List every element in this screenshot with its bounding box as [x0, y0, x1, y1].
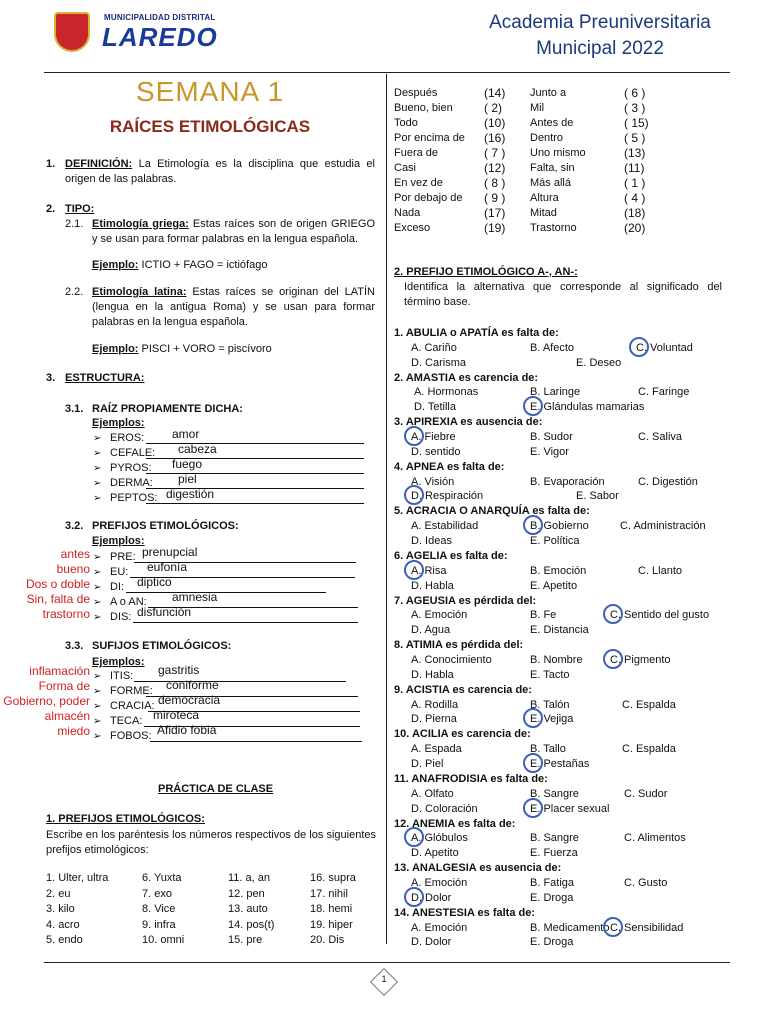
grid-cell: 9. infra [142, 918, 176, 931]
answer-option[interactable]: C. Administración [620, 520, 706, 533]
root-label: EROS: [110, 432, 145, 444]
suffix-label: ITIS: [110, 670, 134, 682]
answer-option[interactable]: D. Tetilla [414, 401, 456, 414]
grid-cell: 6. Yuxta [142, 872, 182, 884]
suffix-label: TECA: [110, 715, 143, 727]
handwritten-answer: miroteca [153, 708, 200, 722]
match-cell: Exceso [394, 222, 431, 234]
grid-cell: 17. nihil [310, 887, 348, 900]
municipality-label: MUNICIPALIDAD DISTRITAL [104, 13, 216, 22]
answer-option[interactable]: D. Coloración [411, 802, 478, 815]
answer-circle-mark [404, 560, 424, 580]
match-cell: ( 4 ) [624, 191, 646, 205]
answer-circle-mark [603, 649, 623, 669]
arrow-icon: ➢ [93, 478, 102, 489]
answer-option[interactable]: C. Pigmento [610, 654, 671, 666]
grid-cell: 18. hemi [310, 903, 353, 915]
answer-option[interactable]: B. Fe [530, 609, 557, 622]
prefix-meaning-note: Sin, falta de [26, 592, 90, 606]
suffix-label: FOBOS: [110, 730, 152, 742]
answer-circle-mark [404, 426, 424, 446]
answer-option[interactable]: D. Respiración [411, 490, 484, 503]
handwritten-answer: Afidio fobia [157, 723, 217, 737]
definition-paragraph: DEFINICIÓN: La Etimología es la disciplina que estudia el origen de las palabras. [65, 158, 375, 185]
handwritten-answer: gastritis [158, 663, 200, 677]
prefix-heading: PREFIJOS ETIMOLÓGICOS: [92, 520, 239, 532]
handwritten-answer: diptico [137, 575, 172, 589]
answer-option[interactable]: D. Apetito [411, 847, 459, 860]
question-stem: 5. ACRACIA O ANARQUÍA es falta de: [394, 505, 590, 518]
tipo-heading: TIPO: [65, 203, 95, 215]
answer-option[interactable]: E. Política [530, 535, 580, 547]
grid-cell: 11. a, an [228, 872, 270, 884]
arrow-icon: ➢ [93, 463, 102, 474]
answer-option[interactable]: E. Vigor [530, 445, 569, 458]
answer-option[interactable]: B. Sangre [530, 832, 579, 845]
match-cell: ( 7 ) [484, 146, 506, 160]
answer-option[interactable]: E. Glándulas mamarias [530, 401, 645, 414]
answer-option[interactable]: E. Droga [530, 936, 574, 949]
question-stem: 3. APIREXIA es ausencia de: [394, 416, 543, 429]
practice-2-heading: 2. PREFIJO ETIMOLÓGICO A-, AN-: [394, 266, 578, 278]
match-cell: Junto a [530, 87, 567, 99]
root-heading: RAÍZ PROPIAMENTE DICHA: [92, 403, 243, 415]
question-stem: 10. ACILIA es carencia de: [394, 728, 531, 741]
grid-cell: 12. pen [228, 887, 265, 900]
match-cell: Todo [394, 117, 418, 129]
prefix-meaning-note: trastorno [42, 607, 90, 621]
handwritten-answer: cabeza [178, 442, 217, 456]
answer-option[interactable]: A. Hormonas [414, 386, 479, 399]
laredo-label: LAREDO [102, 22, 218, 52]
match-cell: Mil [530, 102, 545, 114]
answer-option[interactable]: C. Voluntad [636, 341, 693, 354]
answer-option[interactable]: C. Digestión [638, 475, 698, 488]
answer-option[interactable]: B. Sudor [530, 431, 573, 443]
answer-option[interactable]: B. Nombre [530, 654, 583, 666]
answer-option[interactable]: E. Deseo [576, 356, 622, 369]
estructura-heading: ESTRUCTURA: [65, 372, 145, 384]
arrow-icon: ➢ [93, 671, 102, 682]
answer-option[interactable]: B. Tallo [530, 743, 566, 756]
answer-option[interactable]: C. Faringe [638, 386, 690, 399]
match-cell: (17) [484, 206, 506, 220]
answer-option[interactable]: A. Rodilla [411, 698, 459, 711]
match-cell: Trastorno [530, 222, 577, 234]
answer-option[interactable]: C. Espalda [622, 743, 676, 756]
grid-cell: 5. endo [46, 934, 83, 946]
answer-circle-mark [523, 753, 543, 773]
handwritten-answer: eufonía [147, 560, 188, 574]
question-stem: 7. AGEUSIA es pérdida del: [394, 594, 537, 607]
answer-option[interactable]: C. Saliva [638, 431, 683, 443]
arrow-icon: ➢ [93, 612, 102, 623]
answer-option[interactable]: D. Dolor [411, 936, 452, 949]
arrow-icon: ➢ [93, 716, 102, 727]
week-title: SEMANA 1 [135, 76, 285, 107]
answer-circle-mark [629, 337, 649, 357]
answer-option[interactable]: C. Sudor [624, 787, 668, 800]
prefix-label: PRE: [110, 551, 136, 563]
answer-circle-mark [603, 917, 623, 937]
answer-option[interactable]: C. Alimentos [624, 832, 686, 845]
answer-option[interactable]: E. Placer sexual [530, 802, 610, 815]
answer-option[interactable]: D. sentido [411, 445, 461, 458]
grid-cell: 10. omni [142, 934, 185, 946]
greek-example: Ejemplo: ICTIO + FAGO = ictiófago [92, 259, 268, 271]
grid-cell: 16. supra [310, 872, 356, 884]
answer-option[interactable]: D. Piel [411, 758, 444, 770]
root-label: PYROS: [110, 462, 152, 474]
match-cell: Casi [394, 162, 417, 174]
grid-cell: 20. Dis [310, 934, 345, 946]
answer-option[interactable]: D. Ideas [411, 535, 452, 547]
answer-circle-mark [523, 798, 543, 818]
handwritten-answer: democracia [158, 693, 221, 707]
page-number: 1 [381, 974, 387, 984]
coat-of-arms-icon [54, 12, 90, 52]
answer-option[interactable]: A. Emoción [411, 609, 468, 622]
handwritten-answer: fuego [172, 457, 203, 471]
answer-option[interactable]: D. Dolor [411, 891, 452, 904]
topic-title: RAÍCES ETIMOLÓGICAS [109, 117, 311, 136]
root-label: PEPTOS: [110, 492, 158, 504]
handwritten-answer: coniforme [166, 678, 219, 692]
answer-option[interactable]: A. Conocimiento [411, 654, 492, 666]
answer-option[interactable]: E. Droga [530, 891, 574, 904]
answer-option[interactable]: B. Medicamento [530, 921, 610, 934]
question-stem: 11. ANAFRODISIA es falta de: [394, 773, 548, 785]
answer-option[interactable]: E. Vejiga [530, 713, 574, 726]
match-cell: En vez de [394, 177, 443, 189]
match-cell: (10) [484, 116, 506, 130]
answer-option[interactable]: C. Espalda [622, 698, 676, 711]
practice-1-heading: 1. PREFIJOS ETIMOLÓGICOS: [46, 813, 205, 825]
grid-cell: 13. auto [228, 903, 268, 915]
answer-option[interactable]: D. Habla [411, 668, 454, 681]
answer-circle-mark [404, 887, 424, 907]
match-cell: ( 6 ) [624, 86, 646, 100]
grid-cell: 14. pos(t) [228, 918, 275, 931]
suffix-meaning-note: miedo [57, 724, 90, 738]
prefix-label: A o AN: [110, 596, 147, 608]
match-cell: ( 8 ) [484, 176, 506, 190]
suffix-meaning-note: almacén [44, 709, 90, 723]
question-stem: 4. APNEA es falta de: [394, 460, 505, 473]
arrow-icon: ➢ [93, 552, 102, 563]
grid-cell: 3. kilo [46, 903, 75, 915]
answer-option[interactable]: D. Carisma [411, 356, 467, 369]
answer-option[interactable]: B. Fatiga [530, 877, 575, 889]
match-cell: ( 5 ) [624, 131, 646, 145]
suffix-meaning-note: inflamación [29, 664, 90, 678]
prefix-label: DI: [110, 581, 125, 593]
practice-2-instructions: Identifica la alternativa que corresponde al significado del término base. [404, 281, 722, 308]
arrow-icon: ➢ [93, 597, 102, 608]
latin-paragraph: Etimología latina: Estas raíces se originan del LATÍN (lengua en la antigua Roma) y se usan para formar palabras en la lengua española. [92, 286, 375, 328]
practice-title: PRÁCTICA DE CLASE [158, 783, 274, 795]
match-cell: ( 15) [624, 116, 649, 130]
root-label: CEFALE: [110, 447, 156, 459]
prefix-meaning-note: antes [60, 547, 90, 561]
match-cell: (19) [484, 221, 506, 235]
question-stem: 2. AMASTIA es carencia de: [394, 371, 539, 384]
suffix-meaning-note: Gobierno, poder [3, 694, 90, 708]
handwritten-answer: amor [172, 427, 200, 441]
grid-cell: 1. Ulter, ultra [46, 872, 109, 884]
question-stem: 8. ATIMIA es pérdida del: [394, 639, 524, 652]
answer-option[interactable]: A. Estabilidad [411, 520, 479, 533]
answer-option[interactable]: C. Sentido del gusto [610, 609, 710, 622]
handwritten-answer: prenupcial [142, 545, 198, 559]
grid-cell: 15. pre [228, 934, 263, 946]
answer-option[interactable]: A. Emoción [411, 921, 468, 934]
arrow-icon: ➢ [93, 582, 102, 593]
match-cell: Después [394, 87, 438, 99]
match-cell: Dentro [530, 132, 564, 144]
answer-option[interactable]: B. Laringe [530, 386, 581, 399]
question-stem: 12. ANEMIA es falta de: [394, 817, 516, 830]
academy-title: Academia Preuniversitaria Municipal 2022 [489, 12, 711, 59]
answer-option[interactable]: E. Apetito [530, 579, 578, 592]
arrow-icon: ➢ [93, 701, 102, 712]
match-cell: Antes de [530, 117, 574, 129]
handwritten-answer: disfunción [137, 605, 192, 619]
footer-divider [44, 962, 730, 963]
grid-cell: 8. Vice [142, 903, 176, 915]
match-cell: (16) [484, 131, 506, 145]
answer-option[interactable]: E. Sabor [576, 490, 619, 503]
suffix-label: CRACIA: [110, 700, 155, 712]
arrow-icon: ➢ [93, 448, 102, 459]
arrow-icon: ➢ [93, 433, 102, 444]
answer-option[interactable]: A. Cariño [411, 341, 457, 354]
answer-option[interactable]: B. Evaporación [530, 475, 605, 488]
arrow-icon: ➢ [93, 567, 102, 578]
answer-option[interactable]: A. Risa [411, 564, 447, 577]
answer-option[interactable]: E. Tacto [530, 668, 570, 681]
column-divider [386, 74, 387, 944]
arrow-icon: ➢ [93, 493, 102, 504]
match-cell: (13) [624, 146, 646, 160]
answer-option[interactable]: A. Fiebre [411, 431, 456, 443]
answer-option[interactable]: C. Sensibilidad [610, 921, 684, 934]
municipality-logo [46, 10, 222, 54]
suffix-meaning-note: Forma de [38, 679, 90, 693]
answer-option[interactable]: A. Emoción [411, 877, 468, 889]
question-stem: 6. AGELIA es falta de: [394, 550, 508, 562]
answer-option[interactable]: D. Habla [411, 579, 454, 592]
match-cell: ( 1 ) [624, 176, 646, 190]
header-divider [44, 72, 730, 73]
question-stem: 13. ANALGESIA es ausencia de: [394, 862, 562, 875]
answer-option[interactable]: B. Afecto [530, 341, 575, 354]
prefix-label: EU: [110, 566, 129, 578]
match-cell: Uno mismo [530, 147, 586, 159]
match-cell: Más allá [530, 177, 571, 189]
greek-paragraph: Etimología griega: Estas raíces son de origen GRIEGO y se usan para formar palabras en la lengua española. [92, 218, 375, 245]
match-cell: ( 9 ) [484, 191, 506, 205]
match-cell: ( 3 ) [624, 101, 646, 115]
answer-option[interactable]: C. Llanto [638, 564, 683, 577]
handwritten-answer: piel [178, 472, 197, 486]
answer-option[interactable]: A. Glóbulos [411, 832, 468, 845]
prefix-label: DIS: [110, 611, 132, 623]
suffix-label: FORME: [110, 685, 153, 697]
answer-option[interactable]: A. Olfato [411, 787, 454, 800]
match-cell: Nada [394, 207, 421, 219]
match-cell: Por encima de [394, 132, 465, 144]
match-cell: (12) [484, 161, 506, 175]
match-cell: Bueno, bien [394, 102, 453, 114]
answer-option[interactable]: A. Espada [411, 743, 462, 756]
grid-cell: 19. hiper [310, 918, 353, 931]
answer-option[interactable]: D. Pierna [411, 713, 457, 726]
match-cell: (11) [624, 161, 645, 175]
grid-cell: 2. eu [46, 887, 71, 900]
page-number-badge [372, 970, 396, 994]
question-stem: 14. ANESTESIA es falta de: [394, 906, 536, 919]
match-cell: (14) [484, 86, 506, 100]
answer-option[interactable]: E. Distancia [530, 624, 589, 637]
root-label: DERMA: [110, 477, 153, 489]
answer-option[interactable]: B. Gobierno [530, 520, 589, 533]
answer-option[interactable]: A. Visión [411, 475, 455, 488]
match-cell: Fuera de [394, 147, 439, 159]
answer-option[interactable]: B. Emoción [530, 564, 587, 577]
match-cell: Mitad [530, 207, 557, 219]
match-cell: Por debajo de [394, 192, 463, 204]
question-stem: 9. ACISTIA es carencia de: [394, 683, 532, 696]
suffix-heading: SUFIJOS ETIMOLÓGICOS: [92, 640, 232, 652]
latin-example: Ejemplo: PISCI + VORO = piscívoro [92, 343, 272, 355]
handwritten-answer: digestión [166, 487, 215, 501]
answer-option[interactable]: C. Gusto [624, 877, 668, 889]
match-cell: Falta, sin [530, 162, 575, 174]
grid-cell: 7. exo [142, 887, 172, 900]
match-cell: (20) [624, 221, 646, 235]
question-stem: 1. ABULIA o APATÍA es falta de: [394, 327, 559, 339]
match-cell: (18) [624, 206, 646, 220]
arrow-icon: ➢ [93, 686, 102, 697]
answer-option[interactable]: B. Sangre [530, 787, 579, 800]
practice-1-instructions: Escribe en los paréntesis los números respectivos de los siguientes prefijos etimológicos: [46, 829, 376, 856]
arrow-icon: ➢ [93, 731, 102, 742]
match-cell: Altura [530, 192, 559, 204]
answer-option[interactable]: B. Talón [530, 698, 570, 711]
prefix-meaning-note: Dos o doble [25, 577, 90, 591]
answer-option[interactable]: D. Agua [411, 624, 451, 637]
handwritten-answer: amnesia [172, 590, 218, 604]
grid-cell: 4. acro [46, 918, 80, 931]
prefix-meaning-note: bueno [56, 562, 90, 576]
answer-option[interactable]: E. Fuerza [530, 847, 578, 860]
match-cell: ( 2) [484, 101, 502, 115]
answer-option[interactable]: E. Pestañas [530, 758, 590, 770]
